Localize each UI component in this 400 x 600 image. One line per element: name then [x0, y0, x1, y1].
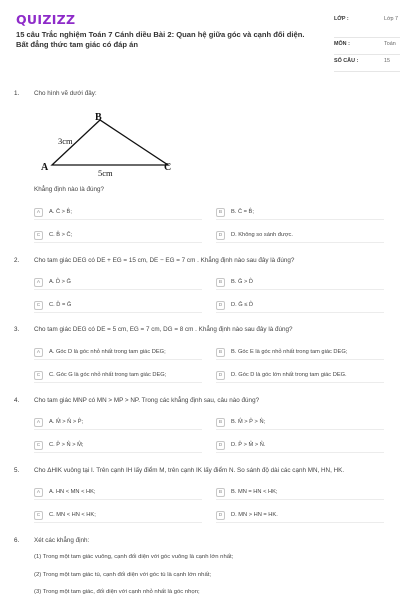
option-text: D. Góc D là góc lớn nhất trong tam giác DEG.	[231, 372, 347, 378]
option-2c[interactable]	[34, 299, 202, 313]
option-letter: A	[34, 278, 43, 287]
option-letter: C	[34, 441, 43, 450]
meta-value: Lớp 7	[384, 16, 399, 22]
statement-3: (3) Trong một tam giác, đối diện với cạnh nhỏ nhất là góc nhọn;	[34, 589, 200, 595]
option-text: D. P̂ > M̂ > N̂.	[231, 442, 266, 448]
option-3d[interactable]	[216, 369, 384, 383]
option-2a[interactable]	[34, 276, 202, 290]
vertex-label-b: B	[95, 112, 102, 123]
question-number: 2.	[14, 257, 20, 264]
option-5d[interactable]	[216, 509, 384, 523]
option-text: A. M̂ > N̂ > P̂;	[49, 419, 84, 425]
option-letter: C	[34, 231, 43, 240]
option-text: C. B̂ > Ĉ;	[49, 232, 73, 238]
option-text: A. Góc D là góc nhỏ nhất trong tam giác DEG;	[49, 349, 166, 355]
option-letter: C	[34, 371, 43, 380]
option-1a[interactable]	[34, 206, 202, 220]
question-text: Cho tam giác DEG có DE + EG = 15 cm, DE − EG = 7 cm . Khẳng định nào sau đây là đúng?	[34, 257, 295, 264]
meta-value: 15	[384, 58, 390, 64]
option-letter: B	[216, 208, 225, 217]
option-text: C. D̂ = Ĝ	[49, 302, 72, 308]
option-text: C. P̂ > N̂ > M̂;	[49, 442, 84, 448]
question-number: 1.	[14, 90, 20, 97]
question-text: Cho hình vẽ dưới đây:	[34, 90, 97, 97]
option-letter: A	[34, 488, 43, 497]
question-text: Cho tam giác MNP có MN > MP > NP. Trong các khẳng định sau, câu nào đúng?	[34, 397, 260, 404]
option-letter: A	[34, 348, 43, 357]
question-number: 3.	[14, 326, 20, 333]
option-4b[interactable]	[216, 416, 384, 430]
meta-label: SỐ CÂU :	[334, 58, 359, 64]
option-text: C. Góc G là góc nhỏ nhất trong tam giác DEG;	[49, 372, 167, 378]
question-text: Cho tam giác DEG có DE = 5 cm, EG = 7 cm, DG = 8 cm . Khẳng định nào sau đây là đúng?	[34, 326, 293, 333]
triangle-figure	[40, 110, 190, 180]
meta-label: LỚP :	[334, 16, 349, 22]
option-text: D. MN > HN = HK.	[231, 512, 278, 518]
vertex-label-a: A	[41, 162, 49, 173]
option-letter: B	[216, 418, 225, 427]
question-number: 5.	[14, 467, 20, 474]
meta-value: Toán	[384, 41, 396, 47]
option-1c[interactable]	[34, 229, 202, 243]
question-text: Khẳng định nào là đúng?	[34, 186, 105, 193]
option-text: A. Ĉ > B̂;	[49, 209, 72, 215]
option-2b[interactable]	[216, 276, 384, 290]
option-letter: D	[216, 511, 225, 520]
option-5c[interactable]	[34, 509, 202, 523]
option-1b[interactable]	[216, 206, 384, 220]
option-1d[interactable]	[216, 229, 384, 243]
option-4c[interactable]	[34, 439, 202, 453]
triangle-diagram	[40, 110, 190, 180]
option-letter: D	[216, 441, 225, 450]
option-letter: B	[216, 348, 225, 357]
meta-label: MÔN :	[334, 41, 350, 47]
option-letter: C	[34, 301, 43, 310]
vertex-label-c: C	[164, 162, 172, 173]
option-4a[interactable]	[34, 416, 202, 430]
option-text: B. MN = HN < HK;	[231, 489, 278, 495]
option-3b[interactable]	[216, 346, 384, 360]
option-2d[interactable]	[216, 299, 384, 313]
option-text: A. D̂ > Ĝ	[49, 279, 71, 285]
option-text: D. Không so sánh được.	[231, 232, 293, 238]
meta-row-count	[334, 58, 400, 72]
option-5b[interactable]	[216, 486, 384, 500]
option-3c[interactable]	[34, 369, 202, 383]
option-letter: D	[216, 371, 225, 380]
question-text: Xét các khẳng định:	[34, 537, 90, 544]
quizizz-logo: QUIZIZZ	[16, 12, 76, 27]
statement-2: (2) Trong một tam giác tù, cạnh đối diện với góc tù là cạnh lớn nhất;	[34, 572, 212, 578]
worksheet-title: 15 câu Trắc nghiệm Toán 7 Cánh diều Bài 2: Quan hệ giữa góc và cạnh đối diện. Bất đẳng thức tam giác có đáp án	[16, 30, 305, 49]
worksheet-header	[16, 12, 399, 74]
option-letter: B	[216, 488, 225, 497]
option-letter: C	[34, 511, 43, 520]
option-5a[interactable]	[34, 486, 202, 500]
option-text: B. Ĝ > D̂	[231, 279, 253, 285]
question-text: Cho ΔHIK vuông tại I. Trên cạnh IH lấy điểm M, trên cạnh IK lấy điểm N. So sánh độ dài các cạnh MN, HN, HK.	[34, 467, 345, 474]
question-number: 4.	[14, 397, 20, 404]
meta-row-class	[334, 16, 400, 38]
question-number: 6.	[14, 537, 20, 544]
side-label-ac: 5cm	[98, 168, 113, 178]
option-letter: B	[216, 278, 225, 287]
option-text: B. Ĉ = B̂;	[231, 209, 254, 215]
statement-1: (1) Trong một tam giác vuông, cạnh đối diện với góc vuông là cạnh lớn nhất;	[34, 554, 234, 560]
option-text: B. M̂ > P̂ > N̂;	[231, 419, 266, 425]
option-letter: A	[34, 208, 43, 217]
option-text: C. MN < HN < HK;	[49, 512, 96, 518]
option-3a[interactable]	[34, 346, 202, 360]
side-label-ab: 3cm	[58, 136, 73, 146]
option-letter: A	[34, 418, 43, 427]
option-text: B. Góc E là góc nhỏ nhất trong tam giác DEG;	[231, 349, 348, 355]
option-text: D. Ĝ ≤ D̂	[231, 302, 254, 308]
meta-row-subject	[334, 41, 400, 55]
option-letter: D	[216, 301, 225, 310]
option-4d[interactable]	[216, 439, 384, 453]
option-letter: D	[216, 231, 225, 240]
option-text: A. HN < MN < HK;	[49, 489, 96, 495]
